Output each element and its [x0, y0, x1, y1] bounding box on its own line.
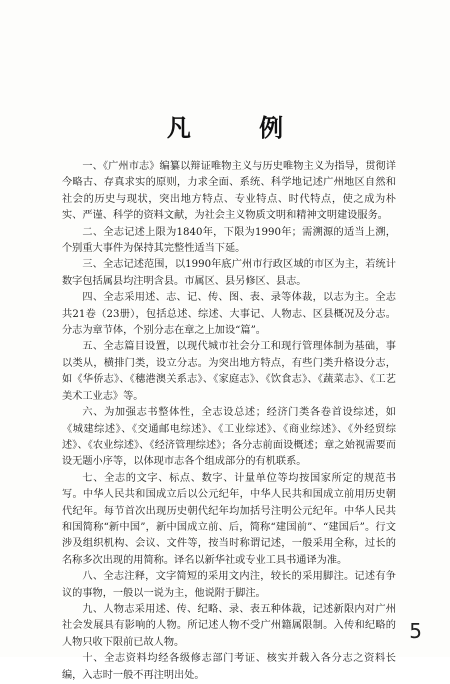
paragraph-5: 五、全志篇目设置，以现代城市社会分工和现行管理体制为基础，事以类从，横排门类，设立分志。为突出地方特点，有些门类升格设分志，如《华侨志》、《穗港澳关系志》、《家庭志》、《饮食志》、《蔬菜志》、《工艺美术工业志》等。 — [62, 341, 396, 402]
page-number: 5 — [409, 619, 422, 643]
paragraph-9: 九、人物志采用述、传、纪略、录、表五种体裁，记述新限内对广州社会发展具有影响的人物。所记述人物不受广州籍属限制。入传和纪略的人物只收下限前已故人物。 — [62, 603, 396, 648]
paragraph-6: 六、为加强志书整体性，全志设总述；经济门类各卷首设综述，如《城建综述》、《交通邮电综述》、《工业综述》、《商业综述》、《外经贸综述》、《农业综述》、《经济管理综述》；各分志前面设概述；章之始视需要而设无题小序等，以体现市志各个组成部分的有机联系。 — [62, 407, 396, 468]
page-title: 凡 例 — [166, 113, 314, 142]
paragraph-4: 四、全志采用述、志、记、传、图、表、录等体裁，以志为主。全志共21卷（23册），包括总述、综述、大事记、人物志、区县概况及分志。分志为章节体，个别分志在章之上加设“篇”。 — [62, 292, 396, 337]
paragraph-3: 三、全志记述范围，以1990年底广州市行政区域的市区为主，若统计数字包括属县均注明含县。市属区、县另修区、县志。 — [62, 259, 396, 287]
paragraph-10: 十、全志资料均经各级修志部门考证、核实并载入各分志之资料长编，入志时一般不再注明出处。 — [62, 653, 396, 681]
body-text — [62, 159, 396, 684]
paragraph-7: 七、全志的文字、标点、数字、计量单位等均按国家所定的规范书写。中华人民共和国成立后以公元纪年，中华人民共和国成立前用历史朝代纪年。每节首次出现历史朝代纪年均加括号注明公元纪年。中华人民共和国简称“新中国”，新中国成立前、后，简称“建国前”、“建国后”。行文涉及组织机构、会议、文件等，按当时称谓记述，一般采用全称，过长的名称多次出现的用简称。译名以新华社或专业工具书通译为准。 — [62, 472, 396, 566]
paragraph-8: 八、全志注释，文字简短的采用文内注，较长的采用脚注。记述有争议的事物，一般以一说为主，他说附于脚注。 — [62, 571, 396, 599]
paragraph-1: 一、《广州市志》编纂以辩证唯物主义与历史唯物主义为指导，贯彻详今略古、存真求实的原则，力求全面、系统、科学地记述广州地区自然和社会的历史与现状，突出地方特点、专业特点、时代特点，使之成为朴实、严谨、科学的资料文献，为社会主义物质文明和精神文明建设服务。 — [62, 161, 396, 222]
paragraph-2: 二、全志记述上限为1840年，下限为1990年；需溯源的适当上溯，个别重大事件为保持其完整性适当下延。 — [62, 226, 396, 255]
